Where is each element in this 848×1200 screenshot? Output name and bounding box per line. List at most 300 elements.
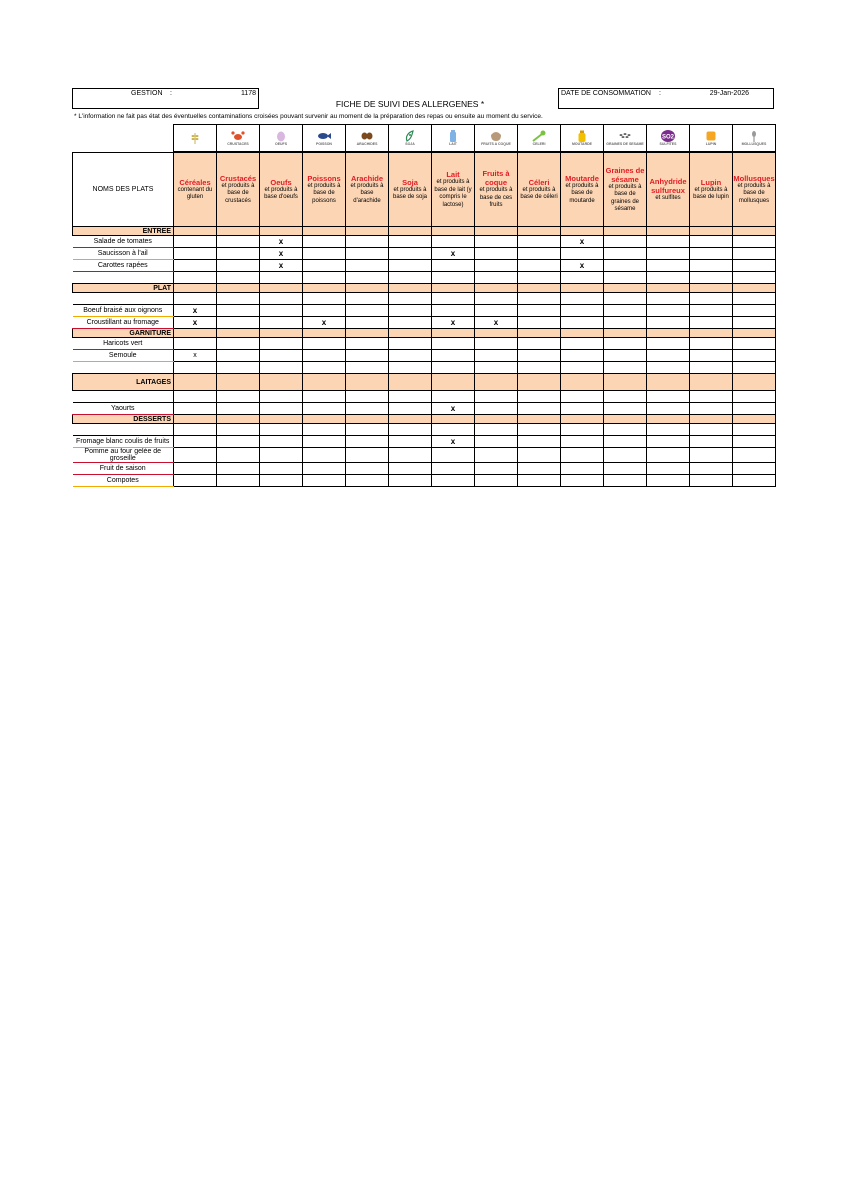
allergen-cell (647, 463, 690, 475)
section-cell (518, 329, 561, 338)
allergen-header (733, 153, 776, 227)
section-cell (561, 284, 604, 293)
allergen-cell (389, 475, 432, 487)
allergen-mark: x (321, 318, 327, 327)
allergen-cell (217, 236, 260, 248)
allergen-cell (217, 448, 260, 463)
allergen-cell (174, 391, 217, 403)
allergen-cell (733, 448, 776, 463)
allergen-cell (518, 391, 561, 403)
allergen-cell (647, 448, 690, 463)
section-cell (174, 374, 217, 391)
allergen-cell (690, 424, 733, 436)
section-cell (561, 227, 604, 236)
allergen-cell (518, 236, 561, 248)
allergen-icon-cell (173, 124, 217, 152)
allergen-cell (346, 436, 389, 448)
allergen-cell (561, 403, 604, 415)
allergen-icon-cell (603, 124, 647, 152)
allergen-cell (647, 248, 690, 260)
allergen-cell (604, 436, 647, 448)
allergen-cell (174, 293, 217, 305)
allergen-cell (174, 448, 217, 463)
allergen-cell (303, 338, 346, 350)
allergen-cell (174, 260, 217, 272)
dish-row (73, 350, 776, 362)
section-row (73, 374, 776, 391)
allergen-cell (733, 436, 776, 448)
allergen-icon-cell (732, 124, 776, 152)
allergen-cell (475, 248, 518, 260)
allergen-cell (303, 236, 346, 248)
allergen-icon-cell (474, 124, 518, 152)
allergen-cell (475, 362, 518, 374)
allergen-cell (604, 338, 647, 350)
section-cell (690, 284, 733, 293)
section-cell (346, 329, 389, 338)
allergen-cell (647, 272, 690, 284)
allergen-cell (389, 350, 432, 362)
allergen-cell (475, 463, 518, 475)
allergen-cell (604, 362, 647, 374)
section-cell (389, 329, 432, 338)
allergen-cell (432, 448, 475, 463)
allergen-cell (260, 236, 303, 248)
section-cell (733, 227, 776, 236)
allergen-cell (174, 475, 217, 487)
allergen-cell (518, 338, 561, 350)
section-cell (174, 284, 217, 293)
allergen-cell (389, 293, 432, 305)
allergen-icon-cell (689, 124, 733, 152)
allergen-cell (260, 350, 303, 362)
dish-name: Saucisson à l'ail (73, 248, 174, 260)
allergen-cell (733, 293, 776, 305)
section-cell (475, 415, 518, 424)
section-cell (518, 284, 561, 293)
allergen-header (518, 153, 561, 227)
allergen-cell (174, 338, 217, 350)
dish-row (73, 236, 776, 248)
egg-icon (274, 130, 288, 142)
allergen-header (260, 153, 303, 227)
section-cell (217, 284, 260, 293)
allergen-cell (303, 293, 346, 305)
section-cell (733, 415, 776, 424)
allergen-cell (432, 305, 475, 317)
allergen-cell (561, 463, 604, 475)
allergen-name: Arachide (350, 173, 384, 183)
section-row (73, 227, 776, 236)
wheat-icon (188, 132, 202, 144)
svg-text:SO2: SO2 (661, 134, 675, 141)
allergen-cell (647, 317, 690, 329)
allergen-name: Anhydride sulfureux (649, 176, 687, 195)
allergen-cell (475, 305, 518, 317)
section-cell (389, 227, 432, 236)
peanut-icon (360, 130, 374, 142)
allergen-icon-label: GRAINES DE SESAME (606, 142, 644, 146)
allergen-cell (690, 403, 733, 415)
allergen-cell (475, 403, 518, 415)
allergen-desc: et produits à base d'oeufs (264, 186, 298, 200)
allergen-cell (475, 293, 518, 305)
allergen-cell (432, 463, 475, 475)
section-row (73, 415, 776, 424)
fish-icon (317, 130, 331, 142)
dish-name: Salade de tomates (73, 236, 174, 248)
allergen-cell (346, 317, 389, 329)
allergen-cell (475, 260, 518, 272)
date-colon: : (659, 90, 661, 97)
gestion-box (72, 88, 259, 109)
dish-name: Boeuf braisé aux oignons (73, 305, 174, 317)
section-cell (432, 329, 475, 338)
dish-row (73, 362, 776, 374)
allergen-cell (690, 305, 733, 317)
section-cell (432, 227, 475, 236)
section-cell (475, 227, 518, 236)
dish-row (73, 403, 776, 415)
allergen-cell (346, 272, 389, 284)
allergen-cell (389, 248, 432, 260)
allergen-cell (303, 248, 346, 260)
dish-name (73, 391, 174, 403)
section-cell (690, 374, 733, 391)
allergen-cell (561, 236, 604, 248)
dish-row (73, 317, 776, 329)
allergen-cell (217, 350, 260, 362)
allergen-cell (346, 424, 389, 436)
allergen-cell (174, 236, 217, 248)
allergen-cell (217, 317, 260, 329)
allergen-cell (260, 448, 303, 463)
allergen-cell (604, 448, 647, 463)
allergen-header (690, 153, 733, 227)
section-cell (217, 227, 260, 236)
allergen-cell (647, 362, 690, 374)
allergen-cell (260, 248, 303, 260)
allergen-cell (518, 260, 561, 272)
allergen-cell (475, 272, 518, 284)
allergen-cell (604, 403, 647, 415)
allergen-cell (346, 463, 389, 475)
allergen-cell (303, 260, 346, 272)
allergen-cell (561, 436, 604, 448)
allergen-cell (690, 436, 733, 448)
dish-name (73, 424, 174, 436)
section-row (73, 329, 776, 338)
allergen-cell (260, 362, 303, 374)
allergen-icon-label: LAIT (449, 142, 457, 146)
section-cell (475, 329, 518, 338)
allergen-header (561, 153, 604, 227)
dish-row (73, 391, 776, 403)
section-cell (690, 415, 733, 424)
allergen-mark: x (450, 318, 456, 327)
allergen-cell (217, 260, 260, 272)
dish-row (73, 248, 776, 260)
dish-name (73, 272, 174, 284)
allergen-mark: x (493, 318, 499, 327)
allergen-cell (432, 338, 475, 350)
allergen-cell (346, 260, 389, 272)
section-cell (647, 415, 690, 424)
section-cell (174, 415, 217, 424)
section-cell (518, 227, 561, 236)
allergen-cell (733, 260, 776, 272)
allergen-icon-cell (302, 124, 346, 152)
section-cell (217, 415, 260, 424)
allergen-cell (561, 293, 604, 305)
allergen-cell (432, 272, 475, 284)
allergen-cell (733, 463, 776, 475)
mustard-icon (575, 130, 589, 142)
allergen-cell (604, 391, 647, 403)
allergen-cell (303, 391, 346, 403)
dish-row (73, 448, 776, 463)
allergen-header-row (73, 153, 776, 227)
allergen-cell (389, 338, 432, 350)
allergen-icon-label: LUPIN (705, 142, 717, 146)
allergen-cell (389, 424, 432, 436)
allergen-icon-cell (431, 124, 475, 152)
gestion-label: GESTION (131, 90, 163, 97)
soy-icon (403, 130, 417, 142)
allergen-icon-cell (216, 124, 260, 152)
section-title: LAITAGES (73, 374, 174, 391)
section-cell (475, 374, 518, 391)
allergen-cell (432, 424, 475, 436)
allergen-cell (604, 293, 647, 305)
section-cell (303, 329, 346, 338)
section-cell (733, 374, 776, 391)
allergen-cell (647, 436, 690, 448)
section-title: DESSERTS (73, 415, 174, 424)
allergen-cell (561, 424, 604, 436)
section-cell (475, 284, 518, 293)
allergen-name: Céleri (528, 177, 550, 187)
allergen-name: Moutarde (565, 173, 599, 183)
allergen-cell (346, 305, 389, 317)
dish-row (73, 424, 776, 436)
allergen-cell (174, 436, 217, 448)
allergen-cell (174, 317, 217, 329)
allergen-cell (604, 475, 647, 487)
allergen-desc: et produits à base de graines de sésame (608, 183, 642, 212)
allergen-icon-cell (646, 124, 690, 152)
allergen-cell (217, 248, 260, 260)
section-cell (217, 374, 260, 391)
section-cell (647, 329, 690, 338)
dish-name: Pomme au four gelée de groseille (73, 448, 174, 463)
allergen-cell (346, 248, 389, 260)
allergen-cell (561, 362, 604, 374)
section-cell (647, 374, 690, 391)
allergen-cell (303, 475, 346, 487)
allergen-cell (475, 236, 518, 248)
allergen-cell (346, 475, 389, 487)
allergen-cell (389, 260, 432, 272)
allergen-desc: et produits à base d'arachide (350, 182, 384, 204)
allergen-cell (518, 475, 561, 487)
allergen-mark: x (278, 261, 284, 270)
allergen-cell (217, 391, 260, 403)
gestion-colon: : (170, 90, 172, 97)
section-cell (217, 329, 260, 338)
allergen-icon-cell (560, 124, 604, 152)
allergen-cell (432, 475, 475, 487)
allergen-cell (647, 350, 690, 362)
allergen-cell (518, 403, 561, 415)
allergen-header (647, 153, 690, 227)
allergen-name: Graines de sésame (605, 165, 645, 184)
allergen-cell (690, 293, 733, 305)
section-cell (346, 284, 389, 293)
allergen-header (217, 153, 260, 227)
allergen-cell (260, 260, 303, 272)
allergen-cell (604, 236, 647, 248)
allergen-cell (389, 272, 432, 284)
allergen-cell (389, 362, 432, 374)
allergen-desc: et produits à base de poissons (307, 182, 341, 204)
section-cell (561, 415, 604, 424)
celery-icon (532, 130, 546, 142)
allergen-desc: contenant du gluten (177, 186, 213, 200)
allergen-cell (303, 448, 346, 463)
section-cell (647, 227, 690, 236)
allergen-cell (561, 475, 604, 487)
allergen-icon-cell (517, 124, 561, 152)
allergen-desc: et produits à base de mollusques (737, 182, 771, 204)
allergen-name: Mollusques (733, 173, 775, 183)
allergen-cell (690, 272, 733, 284)
allergen-desc: et produits à base de soja (392, 186, 428, 200)
allergen-cell (432, 391, 475, 403)
allergen-cell (260, 391, 303, 403)
allergen-cell (303, 362, 346, 374)
allergen-cell (217, 293, 260, 305)
allergen-cell (561, 350, 604, 362)
section-cell (346, 374, 389, 391)
allergen-cell (432, 260, 475, 272)
allergen-mark: x (192, 306, 198, 315)
section-cell (604, 374, 647, 391)
allergen-cell (733, 272, 776, 284)
allergen-cell (260, 272, 303, 284)
allergen-icon-label: FRUITS A COQUE (481, 142, 511, 146)
allergen-cell (346, 391, 389, 403)
section-cell (518, 415, 561, 424)
milk-icon (446, 130, 460, 142)
allergen-cell (690, 463, 733, 475)
dish-name: Yaourts (73, 403, 174, 415)
allergen-cell (260, 436, 303, 448)
section-cell (260, 284, 303, 293)
allergen-desc: et produits à base de ces fruits (479, 187, 513, 209)
allergen-cell (389, 436, 432, 448)
allergen-table (72, 152, 776, 487)
allergen-desc: et produits à base de lupin (693, 186, 729, 200)
section-cell (260, 329, 303, 338)
allergen-cell (733, 362, 776, 374)
allergen-desc: et produits à base de crustacés (221, 182, 255, 204)
allergen-name: Céréales (179, 177, 211, 187)
allergen-cell (690, 391, 733, 403)
allergen-cell (260, 463, 303, 475)
section-cell (174, 227, 217, 236)
allergen-cell (260, 403, 303, 415)
dish-row (73, 463, 776, 475)
allergen-cell (260, 293, 303, 305)
dish-row (73, 305, 776, 317)
allergen-cell (518, 448, 561, 463)
allergen-cell (389, 236, 432, 248)
allergen-cell (561, 272, 604, 284)
dish-row (73, 260, 776, 272)
allergen-cell (217, 436, 260, 448)
allergen-cell (518, 463, 561, 475)
allergen-cell (690, 448, 733, 463)
allergen-cell (647, 391, 690, 403)
allergen-cell (733, 403, 776, 415)
allergen-cell (604, 317, 647, 329)
allergen-desc: et produits à base de céleri (520, 186, 558, 200)
dish-row (73, 475, 776, 487)
allergen-cell (561, 260, 604, 272)
dish-name: Croustillant au fromage (73, 317, 174, 329)
allergen-cell (604, 272, 647, 284)
crab-icon (231, 130, 245, 142)
allergen-cell (260, 305, 303, 317)
so2-icon (661, 130, 675, 142)
allergen-cell (690, 362, 733, 374)
dish-name: Fromage blanc coulis de fruits (73, 436, 174, 448)
allergen-cell (561, 391, 604, 403)
allergen-cell (475, 350, 518, 362)
allergen-name: Fruits à coque (482, 169, 510, 188)
section-cell (518, 374, 561, 391)
allergen-mark: x (278, 249, 284, 258)
allergen-name: Lait (446, 170, 460, 179)
section-cell (561, 329, 604, 338)
dish-row (73, 293, 776, 305)
allergen-cell (389, 317, 432, 329)
allergen-icon-cell (345, 124, 389, 152)
section-row (73, 284, 776, 293)
allergen-icon-label: MOLLUSQUES (741, 142, 767, 146)
allergen-cell (733, 391, 776, 403)
dish-row (73, 338, 776, 350)
allergen-cell (690, 338, 733, 350)
section-cell (303, 227, 346, 236)
allergen-cell (518, 317, 561, 329)
allergen-cell (647, 338, 690, 350)
allergen-cell (217, 272, 260, 284)
allergen-cell (217, 362, 260, 374)
section-cell (733, 329, 776, 338)
allergen-cell (604, 350, 647, 362)
allergen-cell (647, 305, 690, 317)
section-cell (561, 374, 604, 391)
allergen-cell (260, 475, 303, 487)
allergen-cell (260, 338, 303, 350)
allergen-mark: x (193, 352, 197, 359)
dish-name (73, 293, 174, 305)
section-cell (303, 374, 346, 391)
section-cell (260, 415, 303, 424)
allergen-mark: x (450, 249, 456, 258)
